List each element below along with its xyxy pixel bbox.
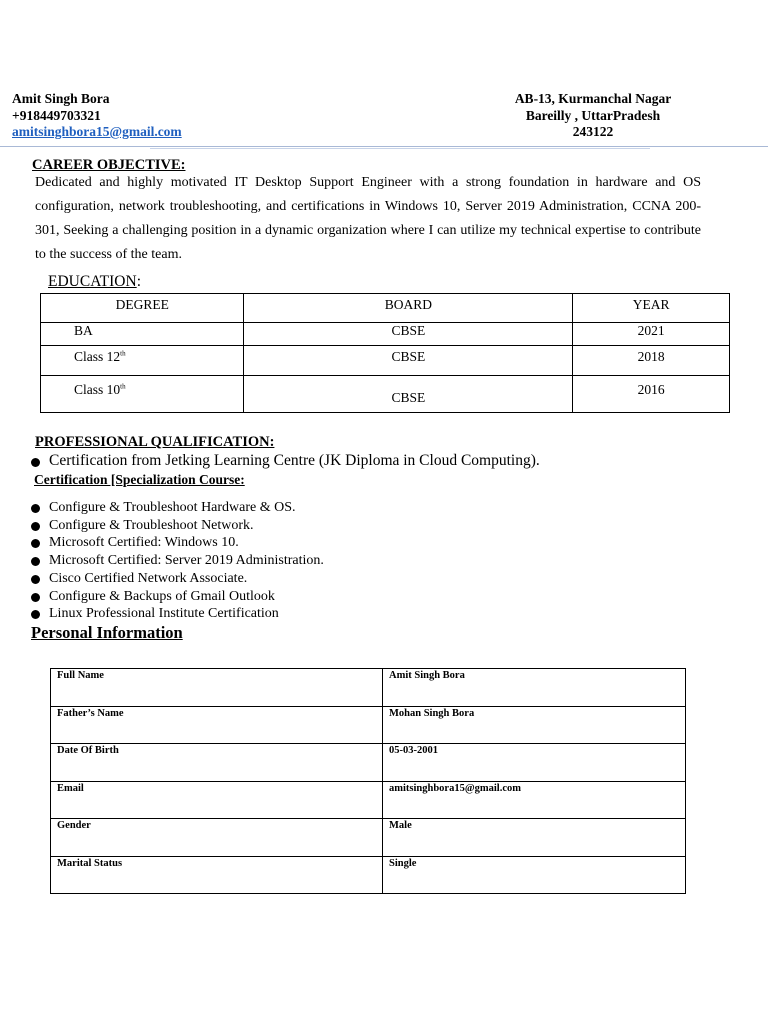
qualification-list xyxy=(49,452,540,470)
education-heading-colon: : xyxy=(136,273,141,290)
board-cell: CBSE xyxy=(391,390,426,405)
qualification-text: Certification from Jetking Learning Centre (JK Diploma in Cloud Computing). xyxy=(49,452,540,469)
education-header-row xyxy=(41,294,730,323)
table-row xyxy=(41,346,730,376)
degree-superscript: th xyxy=(120,349,126,358)
table-row xyxy=(51,819,686,857)
bullet-icon xyxy=(31,593,40,602)
list-item: Configure & Troubleshoot Network. xyxy=(49,517,324,535)
certification-list xyxy=(49,499,324,623)
field-value: amitsinghbora15@gmail.com xyxy=(389,782,521,794)
table-row xyxy=(51,856,686,894)
field-label: Date Of Birth xyxy=(57,745,119,756)
address-block xyxy=(480,91,706,141)
year-cell: 2018 xyxy=(637,349,665,364)
email-link[interactable]: amitsinghbora15@gmail.com xyxy=(12,124,182,139)
field-label: Marital Status xyxy=(57,857,123,869)
bullet-icon xyxy=(31,610,40,619)
bullet-icon xyxy=(31,504,40,513)
year-cell: 2021 xyxy=(637,323,665,338)
address-pin: 243122 xyxy=(572,124,614,139)
personal-information-heading: Personal Information xyxy=(31,623,183,642)
list-item: Configure & Backups of Gmail Outlook xyxy=(49,588,324,606)
bullet-icon xyxy=(31,539,40,548)
career-objective-heading: CAREER OBJECTIVE: xyxy=(32,157,186,173)
table-row xyxy=(51,744,686,782)
table-row xyxy=(51,781,686,819)
field-label: Full Name xyxy=(57,670,104,681)
column-header-degree: DEGREE xyxy=(115,297,169,312)
list-item: Microsoft Certified: Windows 10. xyxy=(49,534,324,552)
field-label: Father’s Name xyxy=(57,707,124,719)
bullet-icon xyxy=(31,522,40,531)
field-value: Amit Singh Bora xyxy=(389,670,465,681)
contact-block xyxy=(12,91,182,141)
year-cell: 2016 xyxy=(637,382,665,397)
address-line-1: AB-13, Kurmanchal Nagar xyxy=(514,91,672,106)
candidate-name: Amit Singh Bora xyxy=(12,91,110,106)
education-table xyxy=(40,293,730,413)
column-header-year: YEAR xyxy=(632,297,670,312)
field-value: Male xyxy=(389,820,412,831)
phone-number: +918449703321 xyxy=(12,107,101,123)
table-row xyxy=(51,669,686,707)
education-heading xyxy=(48,273,141,291)
education-heading-text: EDUCATION xyxy=(48,273,137,290)
field-label: Gender xyxy=(57,820,91,831)
field-value: 05-03-2001 xyxy=(389,745,438,756)
header-divider-accent xyxy=(150,148,650,149)
degree-superscript: th xyxy=(120,382,126,391)
bullet-icon xyxy=(31,557,40,566)
specialization-heading: Certification [Specialization Course: xyxy=(34,472,245,487)
field-value: Mohan Singh Bora xyxy=(389,707,475,719)
list-item: Linux Professional Institute Certification xyxy=(49,605,324,623)
personal-information-table xyxy=(50,668,686,894)
field-value: Single xyxy=(389,857,417,869)
list-item xyxy=(49,452,540,470)
table-row xyxy=(41,376,730,413)
list-item: Microsoft Certified: Server 2019 Administration. xyxy=(49,552,324,570)
field-label: Email xyxy=(57,782,84,794)
degree-cell: BA xyxy=(74,323,93,338)
board-cell: CBSE xyxy=(391,323,426,338)
degree-cell: Class 12th xyxy=(74,349,126,364)
address-line-2: Bareilly , UttarPradesh xyxy=(525,107,661,123)
header-divider xyxy=(0,146,768,147)
board-cell: CBSE xyxy=(391,349,426,364)
table-row xyxy=(41,323,730,346)
bullet-icon xyxy=(31,575,40,584)
career-objective-text: Dedicated and highly motivated IT Desktop Support Engineer with a strong foundation in hardware and OS configuration, network troubleshooting, and certifications in Windows 10, Server 2019 Administration, CCNA 200-301, Seeking a challenging position in a dynamic organization where I can utilize my technical expertise to contribute to the success of the team. xyxy=(35,175,701,262)
bullet-icon xyxy=(31,458,40,467)
professional-qualification-heading: PROFESSIONAL QUALIFICATION: xyxy=(35,434,275,450)
column-header-board: BOARD xyxy=(384,297,432,312)
list-item: Configure & Troubleshoot Hardware & OS. xyxy=(49,499,324,517)
table-row xyxy=(51,706,686,744)
degree-cell: Class 10th xyxy=(74,382,126,397)
list-item: Cisco Certified Network Associate. xyxy=(49,570,324,588)
